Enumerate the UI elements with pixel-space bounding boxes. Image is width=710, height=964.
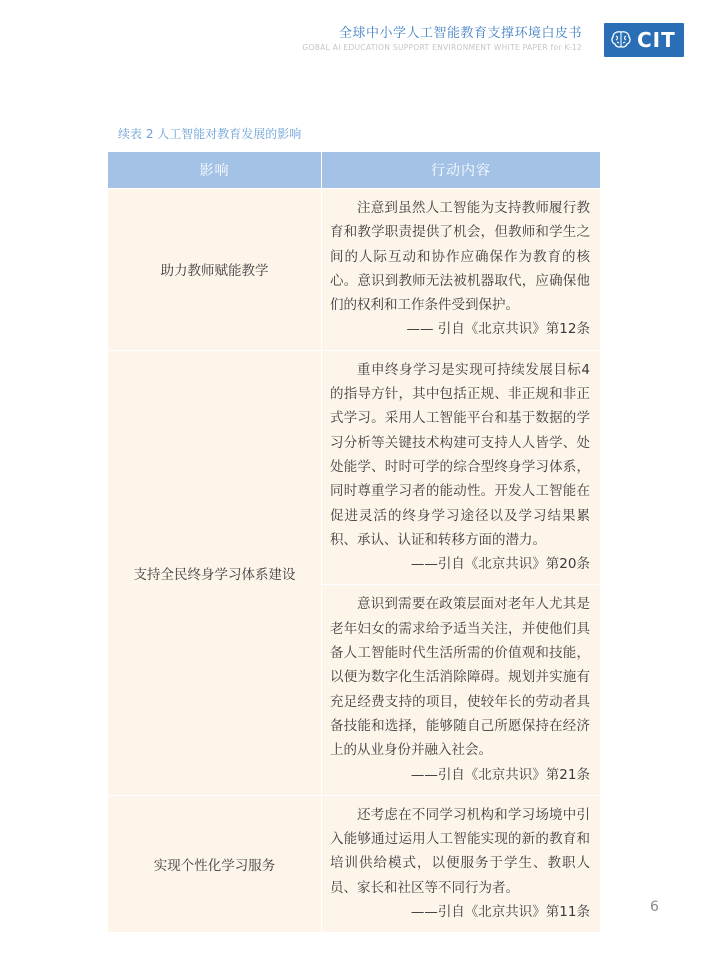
action-cell [322,189,601,351]
action-source: ——引自《北京共识》第21条 [410,766,590,783]
action-cell [322,585,601,795]
header-title: 全球中小学人工智能教育支撑环境白皮书 [338,26,582,41]
impact-cell: 实现个性化学习服务 [108,795,322,932]
table-row [108,350,600,585]
header-subtitle: GOBAL AI EDUCATION SUPPORT ENVIRONMENT WHITE PAPER for K-12 [302,43,582,52]
impact-cell: 支持全民终身学习体系建设 [108,350,322,795]
action-text: 还考虑在不同学习机构和学习场境中引入能够通过运用人工智能实现的新的教育和培训供给模式，以便服务于学生、教职人员、家长和社区等不同行为者。 [330,806,590,896]
action-text: 意识到需要在政策层面对老年人尤其是老年妇女的需求给予适当关注，并使他们具备人工智能时代生活所需的价值观和技能，以便为数字化生活消除障碍。规划并实施有充足经费支持的项目，使较年长的劳动者具备技能和选择，能够随自己所愿保持在经济上的从业身份并融入社会。 [330,596,590,759]
action-source: ——引自《北京共识》第11条 [410,904,590,921]
brain-icon [610,30,632,50]
action-cell [322,795,601,932]
cit-logo [604,23,684,57]
action-text: 注意到虽然人工智能为支持教师履行教育和教学职责提供了机会，但教师和学生之间的人际互动和协作应确保作为教育的核心。意识到教师无法被机器取代，应确保他们的权利和工作条件受到保护。 [330,200,590,314]
action-text: 重申终身学习是实现可持续发展目标4的指导方针，其中包括正规、非正规和非正式学习。采用人工智能平台和基于数据的学习分析等关键技术构建可支持人人皆学、处处能学、时时可学的综合型终身学习体系，同时尊重学习者的能动性。开发人工智能在促进灵活的终身学习途径以及学习结果累积、承认、认证和转移方面的潜力。 [330,361,590,548]
table-header-row [108,152,600,189]
impact-table [108,152,600,932]
impact-cell: 助力教师赋能教学 [108,189,322,351]
table-row [108,189,600,351]
table-row [108,795,600,932]
action-source: —— 引自《北京共识》第12条 [406,321,590,338]
action-cell [322,350,601,585]
action-column-header: 行动内容 [322,152,601,189]
action-source: ——引自《北京共识》第20条 [410,556,590,573]
impact-column-header: 影响 [108,152,322,189]
table-caption: 续表 2 人工智能对教育发展的影响 [118,127,302,141]
logo-text: CIT [637,28,676,52]
page-number: 6 [650,899,659,915]
